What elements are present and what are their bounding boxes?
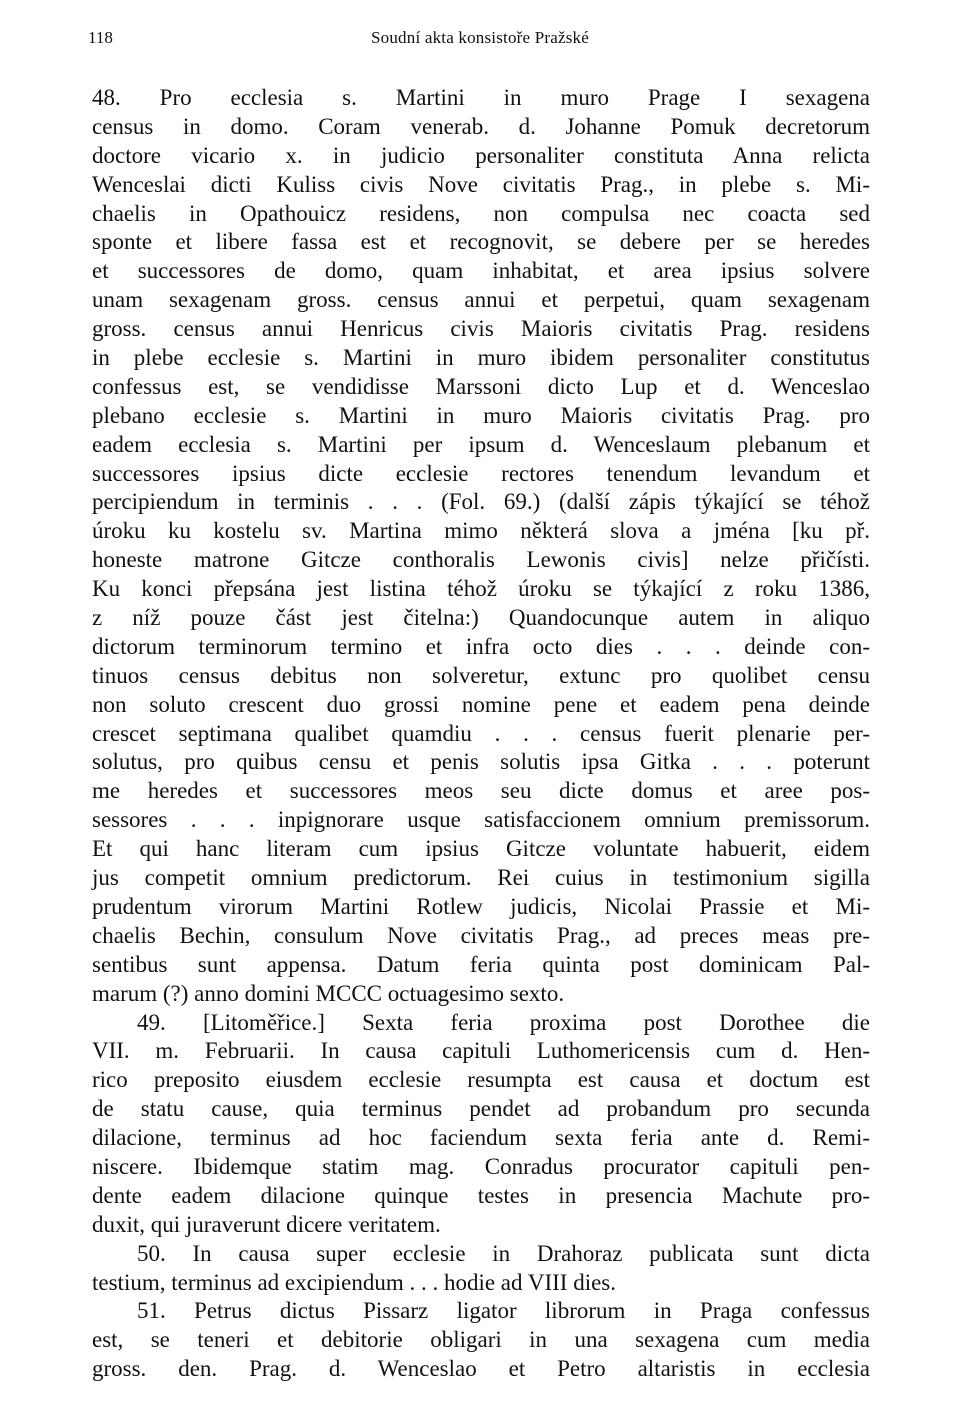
text-line: crescet septimana qualibet quamdiu . . . census fuerit plenarie per-: [92, 720, 870, 746]
text-line: Et qui hanc literam cum ipsius Gitcze voluntate habuerit, eidem: [92, 836, 870, 862]
text-line: honeste matrone Gitcze conthoralis Lewonis civis] nelze přičísti.: [92, 547, 870, 573]
page-number: 118: [88, 28, 113, 47]
text-line: plebano ecclesie s. Martini in muro Maioris civitatis Prag. pro: [92, 402, 870, 428]
text-line: dilacione, terminus ad hoc faciendum sexta feria ante d. Remi-: [92, 1125, 870, 1151]
text-line: in plebe ecclesie s. Martini in muro ibidem personaliter constitutus: [92, 345, 870, 371]
text-line: jus competit omnium predictorum. Rei cuius in testimonium sigilla: [92, 865, 870, 891]
running-title: Soudní akta konsistoře Pražské: [371, 28, 589, 47]
text-line: dictorum terminorum termino et infra octo dies . . . deinde con-: [92, 633, 870, 659]
text-line: dente eadem dilacione quinque testes in presencia Machute pro-: [92, 1182, 870, 1208]
text-line: confessus est, se vendidisse Marssoni dicto Lup et d. Wenceslao: [92, 373, 870, 399]
text-line: duxit, qui juraverunt dicere veritatem.: [92, 1211, 441, 1237]
text-line: Ku konci přepsána jest listina téhož úroku se týkající z roku 1386,: [92, 576, 870, 602]
text-line: me heredes et successores meos seu dicte domus et aree pos-: [92, 778, 870, 804]
text-line: solutus, pro quibus censu et penis solutis ipsa Gitka . . . poterunt: [92, 749, 870, 775]
text-line: marum (?) anno domini MCCC octuagesimo sexto.: [92, 980, 565, 1006]
text-line: doctore vicario x. in judicio personaliter constituta Anna relicta: [92, 142, 870, 168]
text-line: 50. In causa super ecclesie in Drahoraz publicata sunt dicta: [137, 1240, 870, 1266]
text-line: non soluto crescent duo grossi nomine pene et eadem pena deinde: [92, 691, 870, 717]
text-line: de statu cause, quia terminus pendet ad probandum pro secunda: [92, 1096, 870, 1122]
text-line: úroku ku kostelu sv. Martina mimo některá slova a jména [ku př.: [92, 518, 870, 544]
text-line: gross. den. Prag. d. Wenceslao et Petro altaristis in ecclesia: [92, 1356, 870, 1382]
text-line: sessores . . . inpignorare usque satisfaccionem omnium premissorum.: [92, 807, 870, 833]
text-line: niscere. Ibidemque statim mag. Conradus procurator capituli pen-: [92, 1153, 870, 1179]
text-line: 48. Pro ecclesia s. Martini in muro Prage I sexagena: [92, 85, 870, 110]
text-line: rico preposito eiusdem ecclesie resumpta est causa et doctum est: [92, 1067, 870, 1093]
text-line: VII. m. Februarii. In causa capituli Luthomericensis cum d. Hen-: [92, 1038, 870, 1064]
text-line: prudentum virorum Martini Rotlew judicis, Nicolai Prassie et Mi-: [92, 893, 870, 919]
text-line: successores ipsius dicte ecclesie rectores tenendum levandum et: [92, 460, 870, 486]
text-line: gross. census annui Henricus civis Maioris civitatis Prag. residens: [92, 316, 870, 342]
text-line: 51. Petrus dictus Pissarz ligator librorum in Praga confessus: [137, 1298, 870, 1324]
text-line: testium, terminus ad excipiendum . . . hodie ad VIII dies.: [92, 1269, 616, 1295]
text-line: chaelis Bechin, consulum Nove civitatis Prag., ad preces meas pre-: [92, 922, 870, 948]
text-line: census in domo. Coram venerab. d. Johanne Pomuk decretorum: [92, 113, 870, 139]
text-line: unam sexagenam gross. census annui et perpetui, quam sexagenam: [92, 287, 870, 313]
text-line: est, se teneri et debitorie obligari in una sexagena cum media: [92, 1327, 870, 1353]
body-text: [92, 84, 870, 1384]
text-line: eadem ecclesia s. Martini per ipsum d. Wenceslaum plebanum et: [92, 431, 870, 457]
text-line: et successores de domo, quam inhabitat, et area ipsius solvere: [92, 258, 870, 284]
text-line: chaelis in Opathouicz residens, non compulsa nec coacta sed: [92, 200, 870, 226]
running-header: [88, 28, 872, 52]
text-line: sentibus sunt appensa. Datum feria quinta post dominicam Pal-: [92, 951, 870, 977]
text-line: tinuos census debitus non solveretur, extunc pro quolibet censu: [92, 662, 870, 688]
text-line: 49. [Litoměřice.] Sexta feria proxima post Dorothee die: [137, 1009, 870, 1035]
text-line: Wenceslai dicti Kuliss civis Nove civitatis Prag., in plebe s. Mi-: [92, 171, 870, 197]
text-line: z níž pouze část jest čitelna:) Quandocunque autem in aliquo: [92, 605, 870, 631]
text-line: percipiendum in terminis . . . (Fol. 69.) (další zápis týkající se téhož: [92, 489, 870, 515]
text-line: sponte et libere fassa est et recognovit, se debere per se heredes: [92, 229, 870, 255]
